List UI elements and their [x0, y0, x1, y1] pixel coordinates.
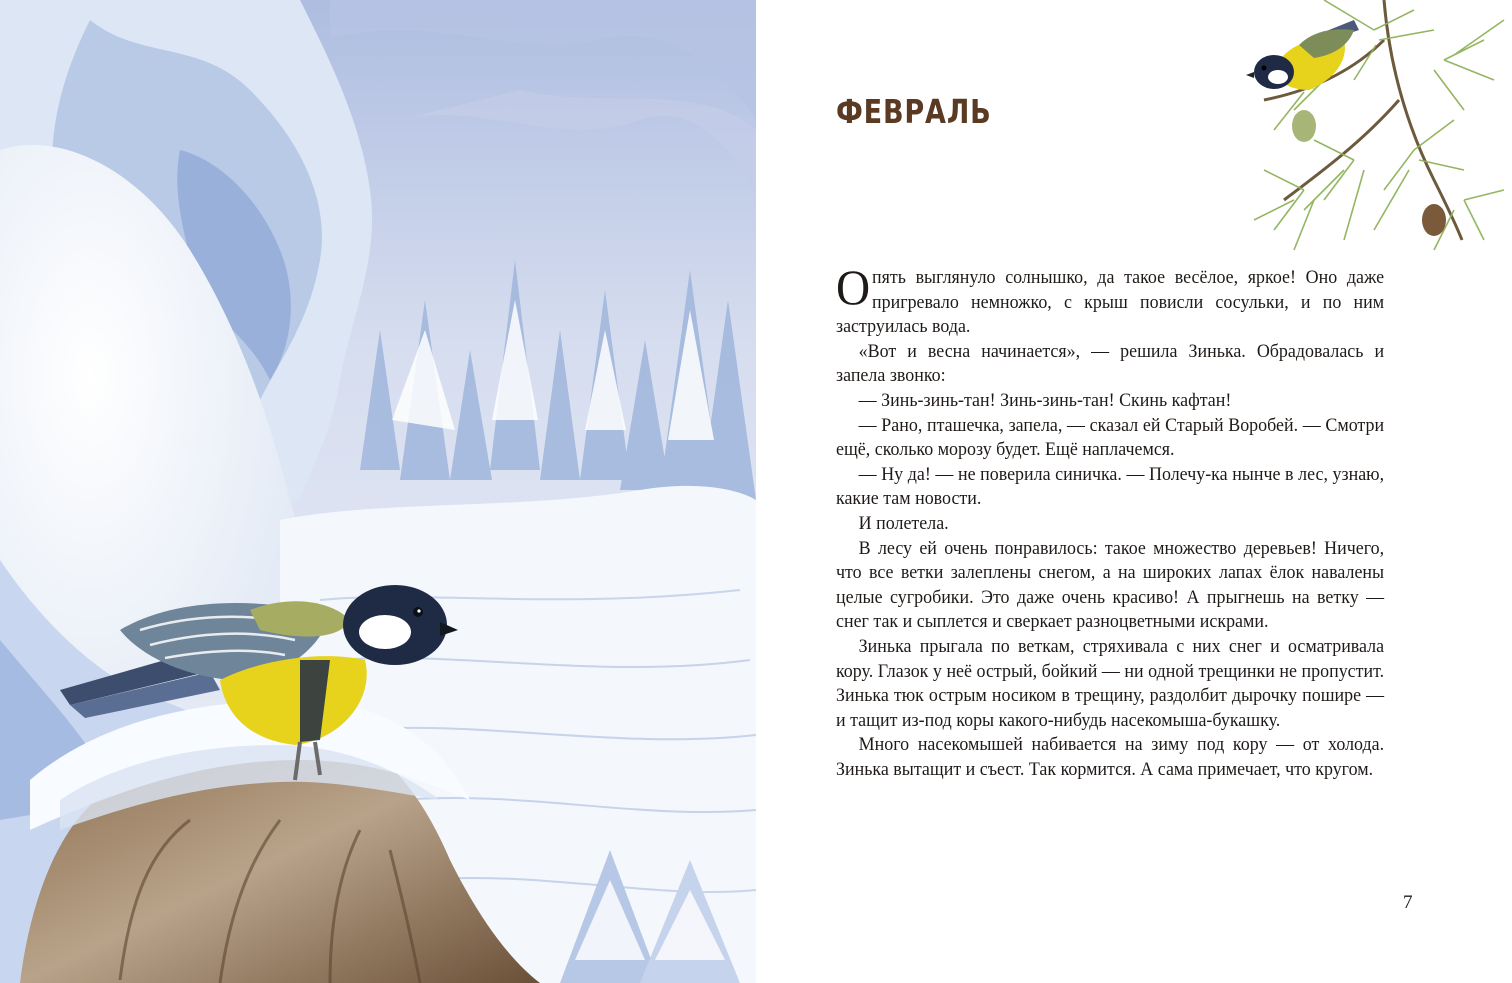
paragraph — [836, 259, 1385, 340]
paragraph: — Зинь-зинь-тан! Зинь-зинь-тан! Скинь кафтан! — [858, 389, 1232, 411]
paragraph: В лесу ей очень понравилось: такое множество деревьев! Ничего, что все ветки залеплены снегом, а на широких лапах ёлок навалены целые сугробики. Это даже очень красиво! А прыгнешь на ветку — снег так и сыплется и сверкает разноцветными искрами. — [836, 537, 1385, 633]
paragraph: И полетела. — [858, 512, 949, 534]
paragraph: «Вот и весна начинается», — решила Зинька. Обрадовалась и запела звонко: — [836, 340, 1385, 387]
drop-cap: О — [836, 259, 871, 315]
story-text — [836, 259, 1385, 782]
pine-cone-green — [1292, 110, 1316, 142]
paragraph-text: пять выглянуло солнышко, да такое весёлое, яркое! Оно даже пригревало немножко, с крыш повисли сосульки, и по ним заструилась вода. — [836, 267, 1385, 338]
paragraph: Зинька прыгала по веткам, стряхивала с них снег и осматривала кору. Глазок у неё острый, бойкий — ни одной трещинки не пропустит. Зинька тюк острым носиком в трещину, раздолбит дырочку пошире — и тащит из-под коры какого-нибудь насекомыша-букашку. — [836, 635, 1385, 731]
pine-branch-bird-illustration — [1204, 0, 1512, 262]
paragraph: — Ну да! — не поверила синичка. — Полечу-ка нынче в лес, узнаю, какие там новости. — [836, 463, 1385, 510]
text-page — [756, 0, 1512, 983]
pine-cone-brown — [1422, 204, 1446, 236]
paragraph: — Рано, пташечка, запела, — сказал ей Старый Воробей. — Смотри ещё, сколько морозу будет. Ещё наплачемся. — [836, 414, 1385, 461]
page-number: 7 — [1403, 892, 1413, 913]
paragraph: Много насекомышей набивается на зиму под кору — от холода. Зинька вытащит и съест. Так кормится. А сама примечает, что кругом. — [836, 734, 1385, 780]
small-tit-bird — [1246, 20, 1359, 90]
chapter-title: ФЕВРАЛЬ — [836, 92, 992, 131]
